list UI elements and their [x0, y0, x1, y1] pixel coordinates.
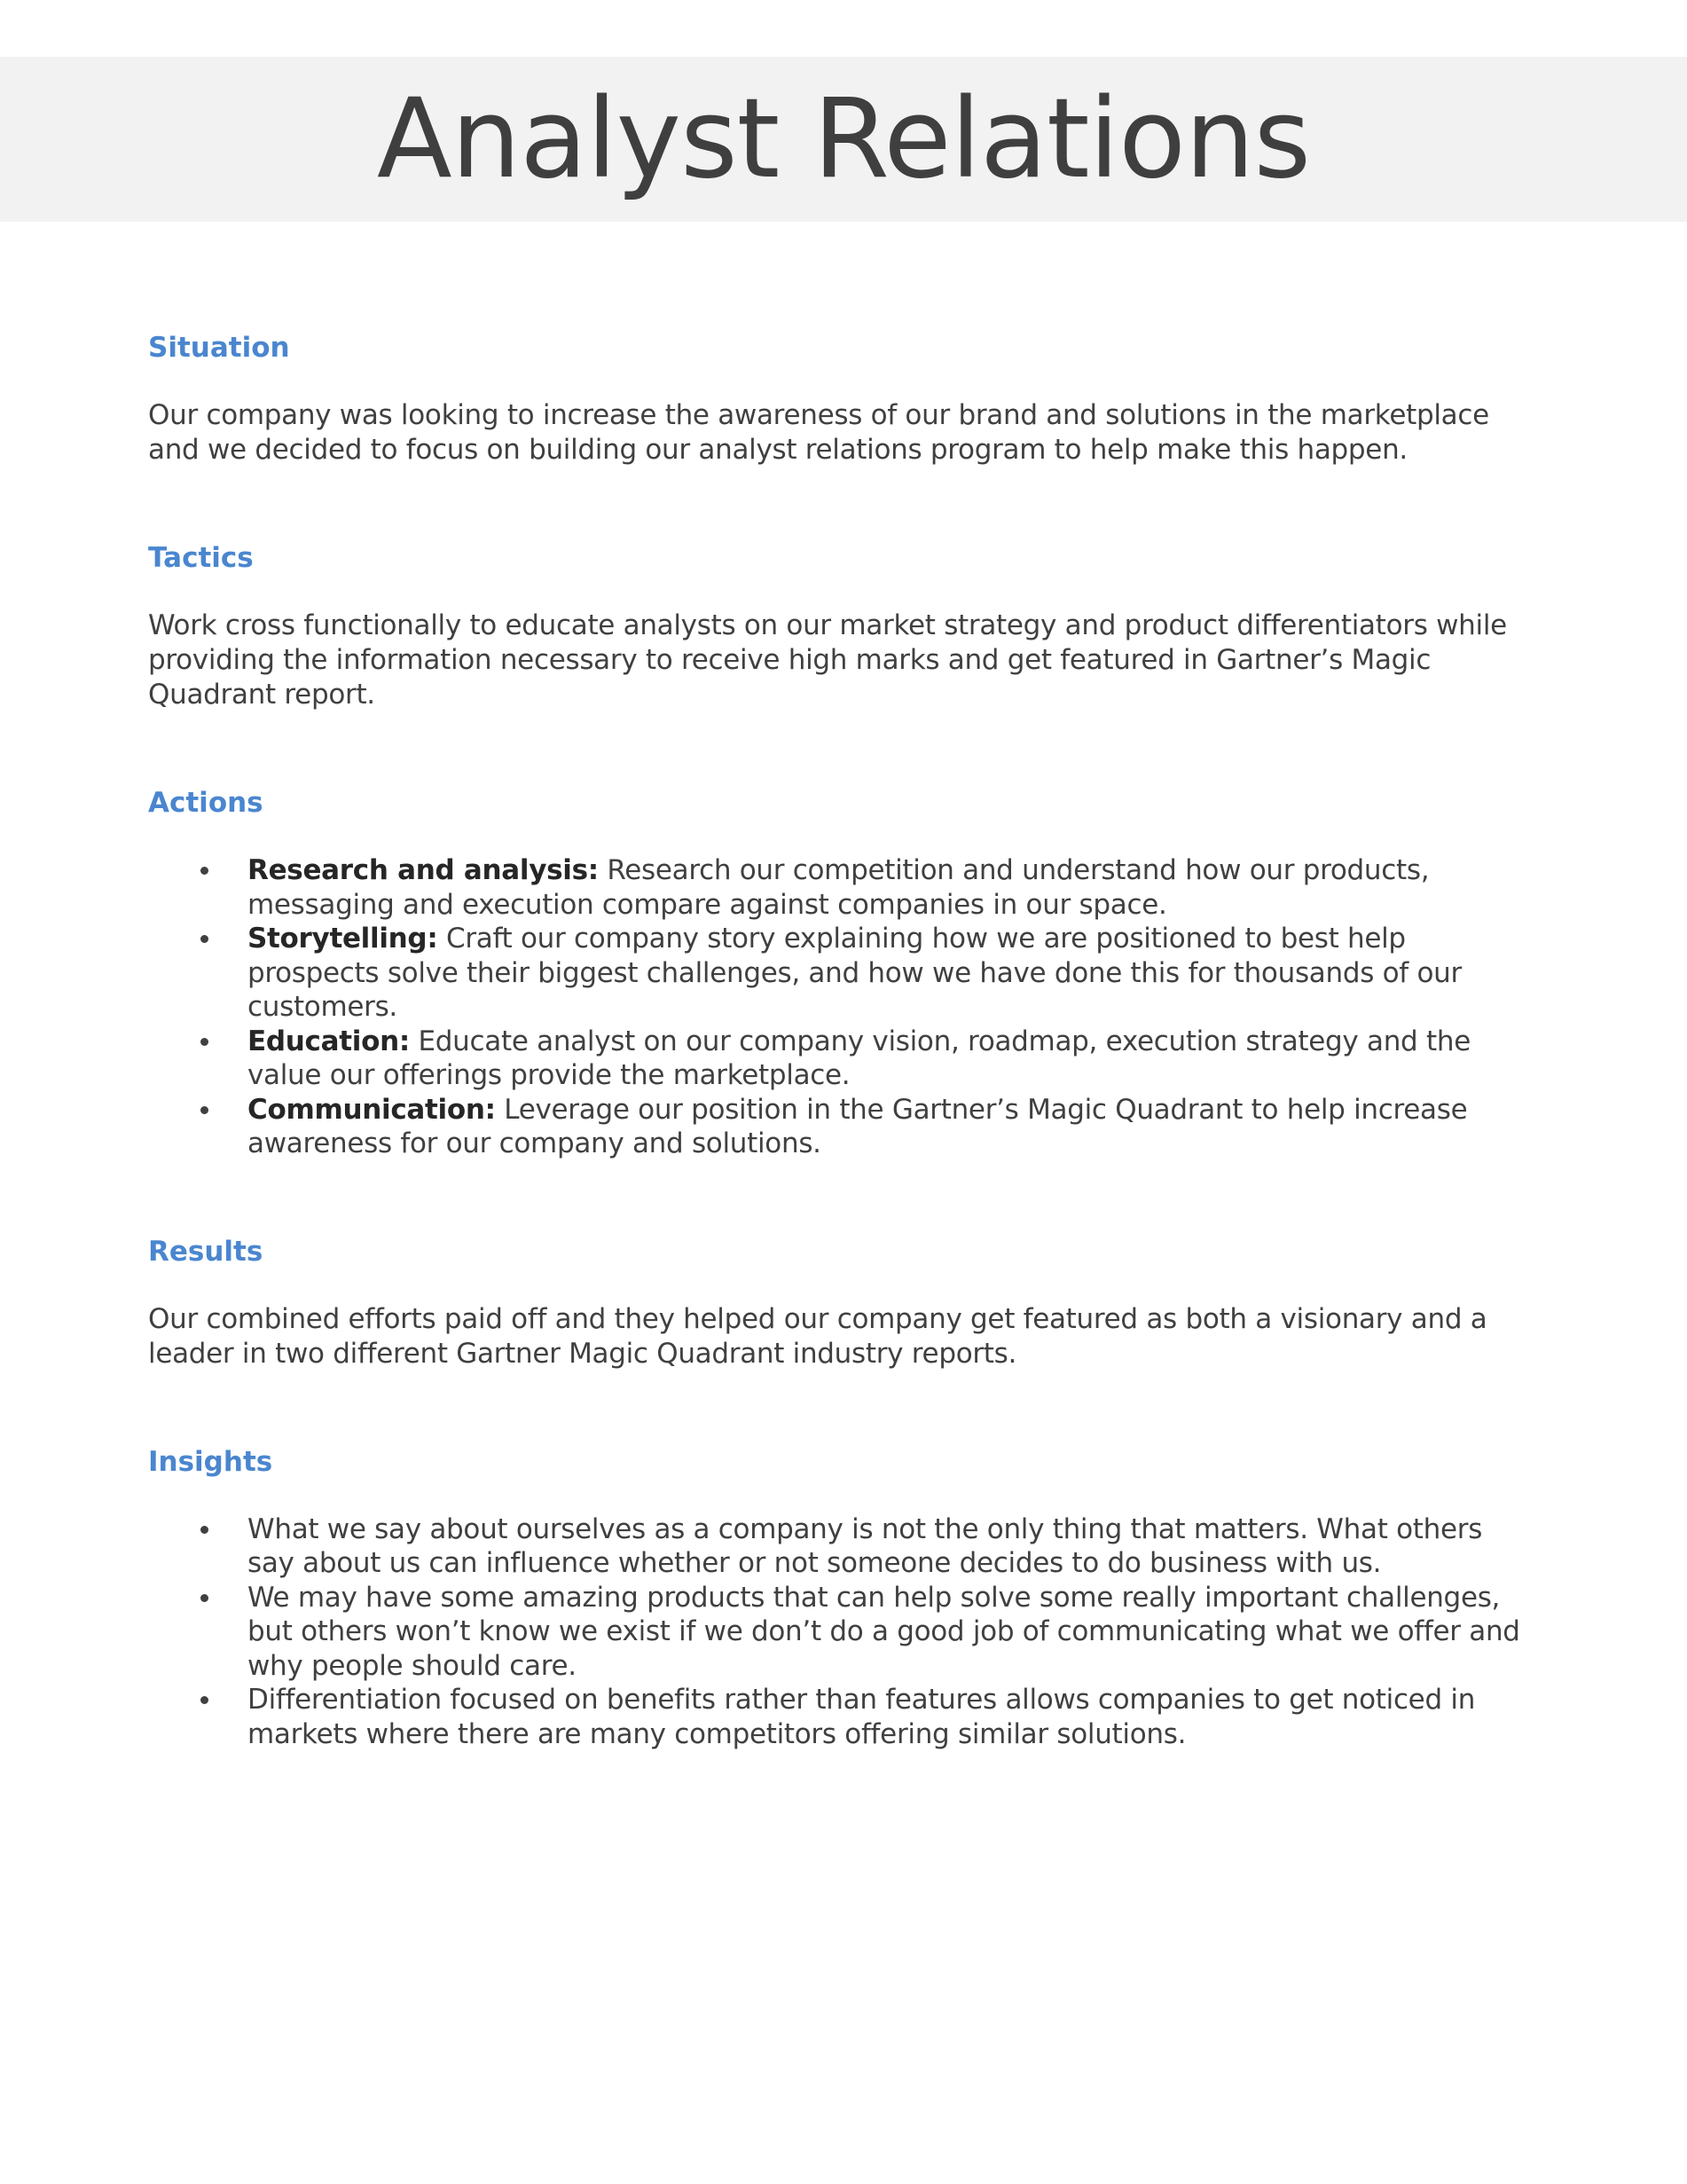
page-title: Analyst Relations — [376, 75, 1311, 203]
insights-heading: Insights — [148, 1445, 273, 1478]
action-text: Educate analyst on our company vision, roadmap, execution strategy and the value our offerings provide the marketplace. — [247, 1025, 1471, 1091]
results-text: Our combined efforts paid off and they helped our company get featured as both a visionary and a leader in two different Gartner Magic Quadrant industry reports. — [148, 1302, 1487, 1370]
bullet-icon — [200, 1696, 208, 1704]
document-body — [148, 328, 1532, 1822]
bullet-icon — [200, 1038, 208, 1046]
insight-item — [148, 1683, 1532, 1751]
action-item-research — [148, 853, 1532, 922]
action-item-communication — [148, 1093, 1532, 1161]
action-label: Research and analysis: — [247, 854, 599, 886]
tactics-heading: Tactics — [148, 542, 254, 574]
insight-text: We may have some amazing products that can help solve some really important challenges, but others won’t know we exist if we don’t do a good job of communicating what we offer and why people should care. — [247, 1581, 1520, 1682]
actions-section — [148, 783, 1532, 1161]
insights-section — [148, 1442, 1532, 1752]
bullet-icon — [200, 1594, 208, 1602]
bullet-icon — [200, 1106, 208, 1114]
insight-item — [148, 1512, 1532, 1581]
action-text: Research our competition and understand how our products, messaging and execution compare against companies in our space. — [247, 854, 1430, 921]
situation-text: Our company was looking to increase the awareness of our brand and solutions in the marketplace and we decided to focus on building our analyst relations program to help make this happen. — [148, 399, 1489, 466]
insight-text: Differentiation focused on benefits rather than features allows companies to get noticed in markets where there are many competitors offering similar solutions. — [247, 1684, 1476, 1750]
action-item-storytelling — [148, 922, 1532, 1025]
actions-heading: Actions — [148, 787, 263, 819]
action-label: Storytelling: — [247, 923, 438, 955]
insight-text: What we say about ourselves as a company is not the only thing that matters. What others say about us can influence whether or not someone decides to do business with us. — [247, 1512, 1483, 1579]
results-heading: Results — [148, 1235, 263, 1268]
action-text: Craft our company story explaining how we are positioned to best help prospects solve their biggest challenges, and how we have done this for thousands of our customers. — [247, 923, 1462, 1023]
insight-item — [148, 1581, 1532, 1684]
tactics-section — [148, 538, 1532, 712]
bullet-icon — [200, 935, 208, 943]
results-section — [148, 1232, 1532, 1371]
action-item-education — [148, 1025, 1532, 1093]
action-label: Communication: — [247, 1093, 496, 1126]
insights-list — [148, 1512, 1532, 1752]
bullet-icon — [200, 867, 208, 875]
bullet-icon — [200, 1526, 208, 1534]
action-text: Leverage our position in the Gartner’s Magic Quadrant to help increase awareness for our company and solutions. — [247, 1093, 1468, 1159]
title-banner — [0, 57, 1687, 222]
actions-list — [148, 853, 1532, 1161]
tactics-text: Work cross functionally to educate analysts on our market strategy and product differentiators while providing the information necessary to receive high marks and get featured in Gartner’s Magic Quadrant report. — [148, 609, 1507, 711]
action-label: Education: — [247, 1025, 410, 1057]
situation-section — [148, 328, 1532, 467]
situation-heading: Situation — [148, 332, 290, 364]
